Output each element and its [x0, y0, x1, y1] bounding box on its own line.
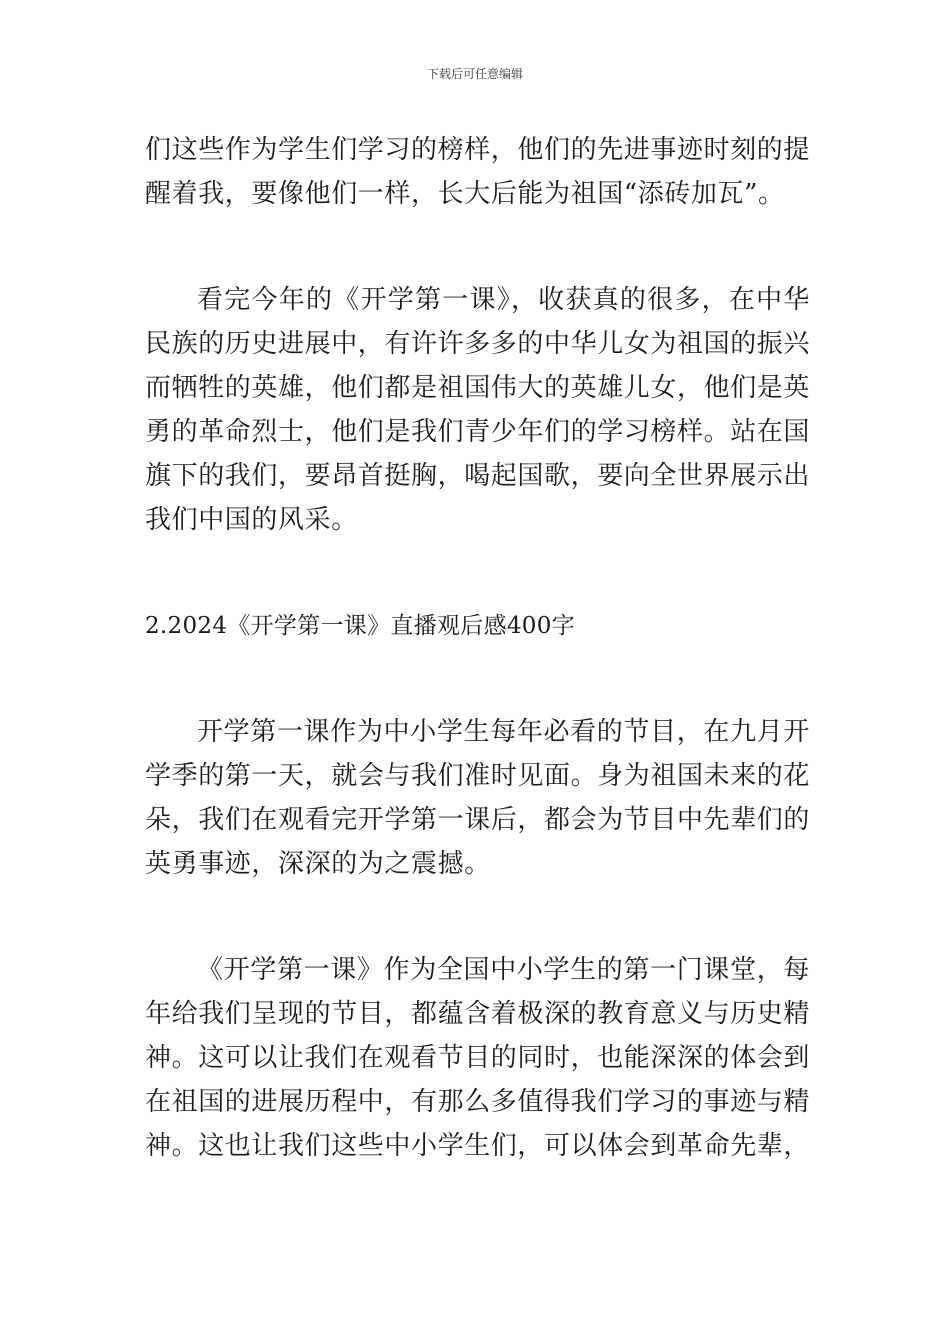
paragraph-continued: 们这些作为学生们学习的榜样，他们的先进事迹时刻的提醒着我，要像他们一样，长大后能为祖国“添砖加瓦”。 [145, 135, 811, 209]
document-body [145, 128, 810, 1168]
paragraph-gap [145, 886, 810, 948]
paragraph-meaning: 《开学第一课》作为全国中小学生的第一门课堂，每年给我们呈现的节目，都蕴含着极深的教育意义与历史精神。这可以让我们在观看节目的同时，也能深深的体会到在祖国的进展历程中，有那么多值得我们学习的事迹与精神。这也让我们这些中小学生们，可以体会到革命先辈， [145, 955, 811, 1161]
paragraph-gap [145, 648, 810, 710]
paragraph-intro: 开学第一课作为中小学生每年必看的节目，在九月开学季的第一天，就会与我们准时见面。身为祖国未来的花朵，我们在观看完开学第一课后，都会为节目中先辈们的英勇事迹，深深的为之震撼。 [145, 717, 811, 879]
paragraph-gap [145, 216, 810, 278]
paragraph-reflection: 看完今年的《开学第一课》，收获真的很多，在中华民族的历史进展中，有许许多多的中华儿女为祖国的振兴而牺牲的英雄，他们都是祖国伟大的英雄儿女，他们是英勇的革命烈士，他们是我们青少年们的学习榜样。站在国旗下的我们，要昂首挺胸，喝起国歌，要向全世界展示出我们中国的风采。 [145, 285, 811, 535]
page-header: 下载后可任意编辑 [426, 67, 523, 81]
section-heading: 2.2024《开学第一课》直播观后感400字 [145, 613, 575, 639]
paragraph-gap [145, 542, 810, 604]
